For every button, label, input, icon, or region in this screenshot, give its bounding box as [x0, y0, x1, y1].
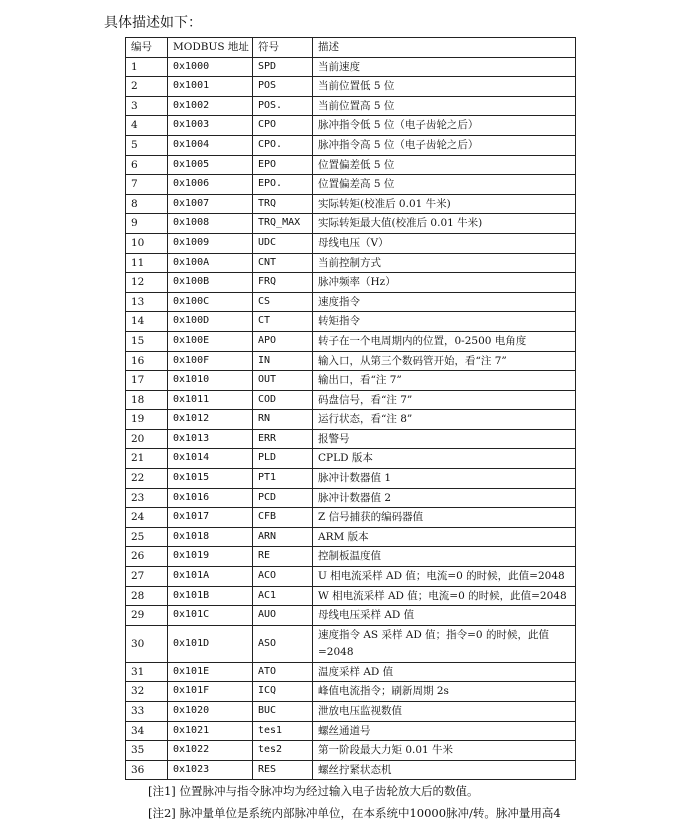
cell-address: 0x1022 — [168, 741, 253, 761]
column-header-description: 描述 — [313, 38, 576, 58]
cell-number: 33 — [126, 702, 168, 722]
cell-description: 转矩指令 — [313, 312, 576, 332]
table-row — [126, 155, 576, 175]
table-row — [126, 410, 576, 430]
table-row — [126, 760, 576, 780]
cell-description: 码盘信号，看“注 7” — [313, 390, 576, 410]
cell-symbol: BUC — [253, 702, 313, 722]
cell-address: 0x100F — [168, 351, 253, 371]
cell-address: 0x101A — [168, 567, 253, 587]
table-row — [126, 606, 576, 626]
cell-address: 0x1020 — [168, 702, 253, 722]
cell-number: 2 — [126, 77, 168, 97]
cell-number: 11 — [126, 253, 168, 273]
table-row — [126, 741, 576, 761]
table-row — [126, 390, 576, 410]
cell-number: 15 — [126, 331, 168, 351]
cell-address: 0x100A — [168, 253, 253, 273]
section-heading: 具体描述如下： — [104, 15, 202, 31]
cell-symbol: tes2 — [253, 741, 313, 761]
table-row — [126, 547, 576, 567]
cell-symbol: CT — [253, 312, 313, 332]
cell-number: 36 — [126, 760, 168, 780]
cell-address: 0x101B — [168, 586, 253, 606]
cell-symbol: PT1 — [253, 469, 313, 489]
table-row — [126, 175, 576, 195]
footnote-1: [注1] 位置脉冲与指令脉冲均为经过输入电子齿轮放大后的数值。 — [148, 784, 479, 798]
cell-number: 4 — [126, 116, 168, 136]
table-row — [126, 214, 576, 234]
cell-symbol: COD — [253, 390, 313, 410]
cell-symbol: ICQ — [253, 682, 313, 702]
cell-number: 27 — [126, 567, 168, 587]
table-header-row — [126, 38, 576, 58]
cell-description: 当前位置高 5 位 — [313, 96, 576, 116]
table-row — [126, 312, 576, 332]
cell-symbol: CS — [253, 292, 313, 312]
cell-description: 位置偏差低 5 位 — [313, 155, 576, 175]
cell-address: 0x100E — [168, 331, 253, 351]
cell-number: 34 — [126, 721, 168, 741]
table-row — [126, 253, 576, 273]
cell-description: 螺丝拧紧状态机 — [313, 760, 576, 780]
cell-address: 0x1007 — [168, 194, 253, 214]
cell-symbol: EPO. — [253, 175, 313, 195]
cell-description: 输出口，看“注 7” — [313, 371, 576, 391]
cell-description: 位置偏差高 5 位 — [313, 175, 576, 195]
table-row — [126, 527, 576, 547]
cell-number: 21 — [126, 449, 168, 469]
cell-symbol: ARN — [253, 527, 313, 547]
table-row — [126, 586, 576, 606]
cell-address: 0x100D — [168, 312, 253, 332]
cell-address: 0x1003 — [168, 116, 253, 136]
cell-address: 0x101C — [168, 606, 253, 626]
table-row — [126, 292, 576, 312]
cell-number: 35 — [126, 741, 168, 761]
cell-number: 23 — [126, 488, 168, 508]
cell-number: 7 — [126, 175, 168, 195]
column-header-number: 编号 — [126, 38, 168, 58]
cell-symbol: POS — [253, 77, 313, 97]
cell-address: 0x1014 — [168, 449, 253, 469]
cell-description: 脉冲指令低 5 位（电子齿轮之后） — [313, 116, 576, 136]
cell-address: 0x1006 — [168, 175, 253, 195]
cell-address: 0x1016 — [168, 488, 253, 508]
cell-address: 0x1017 — [168, 508, 253, 528]
cell-number: 18 — [126, 390, 168, 410]
cell-symbol: RES — [253, 760, 313, 780]
cell-address: 0x1010 — [168, 371, 253, 391]
cell-symbol: TRQ_MAX — [253, 214, 313, 234]
cell-number: 12 — [126, 273, 168, 293]
table-row — [126, 233, 576, 253]
cell-number: 28 — [126, 586, 168, 606]
cell-description: 脉冲指令高 5 位（电子齿轮之后） — [313, 135, 576, 155]
cell-description: 第一阶段最大力矩 0.01 牛米 — [313, 741, 576, 761]
cell-address: 0x1019 — [168, 547, 253, 567]
cell-address: 0x1009 — [168, 233, 253, 253]
cell-description: 脉冲频率（Hz） — [313, 273, 576, 293]
cell-symbol: tes1 — [253, 721, 313, 741]
cell-symbol: PCD — [253, 488, 313, 508]
cell-address: 0x1021 — [168, 721, 253, 741]
cell-symbol: CPO — [253, 116, 313, 136]
cell-number: 32 — [126, 682, 168, 702]
cell-address: 0x1012 — [168, 410, 253, 430]
cell-number: 13 — [126, 292, 168, 312]
cell-symbol: CNT — [253, 253, 313, 273]
cell-number: 14 — [126, 312, 168, 332]
table-row — [126, 488, 576, 508]
cell-description: 当前速度 — [313, 57, 576, 77]
cell-description: 母线电压采样 AD 值 — [313, 606, 576, 626]
column-header-symbol: 符号 — [253, 38, 313, 58]
cell-description: 速度指令 AS 采样 AD 值；指令=0 的时候，此值=2048 — [313, 625, 576, 662]
cell-description: ARM 版本 — [313, 527, 576, 547]
cell-symbol: ASO — [253, 625, 313, 662]
table-row — [126, 469, 576, 489]
cell-number: 19 — [126, 410, 168, 430]
table-row — [126, 682, 576, 702]
cell-description: 脉冲计数器值 1 — [313, 469, 576, 489]
cell-address: 0x1002 — [168, 96, 253, 116]
cell-address: 0x1011 — [168, 390, 253, 410]
cell-number: 3 — [126, 96, 168, 116]
cell-address: 0x100B — [168, 273, 253, 293]
cell-number: 22 — [126, 469, 168, 489]
cell-symbol: UDC — [253, 233, 313, 253]
cell-number: 30 — [126, 625, 168, 662]
table-row — [126, 449, 576, 469]
cell-symbol: RE — [253, 547, 313, 567]
cell-description: 输入口，从第三个数码管开始，看“注 7” — [313, 351, 576, 371]
table-row — [126, 702, 576, 722]
cell-address: 0x1005 — [168, 155, 253, 175]
cell-description: 转子在一个电周期内的位置，0-2500 电角度 — [313, 331, 576, 351]
cell-description: 峰值电流指令；刷新周期 2s — [313, 682, 576, 702]
cell-symbol: TRQ — [253, 194, 313, 214]
cell-description: 泄放电压监视数值 — [313, 702, 576, 722]
cell-description: 实际转矩最大值(校准后 0.01 牛米) — [313, 214, 576, 234]
cell-description: Z 信号捕获的编码器值 — [313, 508, 576, 528]
cell-description: U 相电流采样 AD 值；电流=0 的时候，此值=2048 — [313, 567, 576, 587]
cell-description: 运行状态，看“注 8” — [313, 410, 576, 430]
cell-address: 0x1004 — [168, 135, 253, 155]
table-row — [126, 273, 576, 293]
cell-symbol: SPD — [253, 57, 313, 77]
cell-address: 0x1008 — [168, 214, 253, 234]
cell-address: 0x1013 — [168, 429, 253, 449]
cell-address: 0x1023 — [168, 760, 253, 780]
cell-symbol: AC1 — [253, 586, 313, 606]
cell-address: 0x1001 — [168, 77, 253, 97]
cell-description: 螺丝通道号 — [313, 721, 576, 741]
table-row — [126, 57, 576, 77]
cell-symbol: APO — [253, 331, 313, 351]
cell-description: 速度指令 — [313, 292, 576, 312]
cell-description: 实际转矩(校准后 0.01 牛米) — [313, 194, 576, 214]
table-row — [126, 625, 576, 662]
cell-description: 报警号 — [313, 429, 576, 449]
cell-number: 26 — [126, 547, 168, 567]
footnotes — [148, 780, 561, 824]
cell-symbol: PLD — [253, 449, 313, 469]
cell-address: 0x1018 — [168, 527, 253, 547]
cell-symbol: ATO — [253, 662, 313, 682]
cell-symbol: AUO — [253, 606, 313, 626]
cell-number: 1 — [126, 57, 168, 77]
cell-description: CPLD 版本 — [313, 449, 576, 469]
cell-description: 控制板温度值 — [313, 547, 576, 567]
modbus-register-table — [125, 37, 576, 780]
table-row — [126, 135, 576, 155]
cell-address: 0x101F — [168, 682, 253, 702]
cell-address: 0x101D — [168, 625, 253, 662]
cell-description: 母线电压（V） — [313, 233, 576, 253]
cell-symbol: ACO — [253, 567, 313, 587]
table-row — [126, 371, 576, 391]
cell-number: 6 — [126, 155, 168, 175]
cell-number: 8 — [126, 194, 168, 214]
cell-number: 10 — [126, 233, 168, 253]
cell-symbol: IN — [253, 351, 313, 371]
cell-symbol: POS. — [253, 96, 313, 116]
cell-address: 0x101E — [168, 662, 253, 682]
cell-number: 9 — [126, 214, 168, 234]
table-row — [126, 508, 576, 528]
table-row — [126, 116, 576, 136]
table-row — [126, 721, 576, 741]
cell-description: 温度采样 AD 值 — [313, 662, 576, 682]
cell-description: 脉冲计数器值 2 — [313, 488, 576, 508]
cell-number: 31 — [126, 662, 168, 682]
cell-address: 0x100C — [168, 292, 253, 312]
cell-number: 29 — [126, 606, 168, 626]
cell-number: 16 — [126, 351, 168, 371]
cell-symbol: CFB — [253, 508, 313, 528]
cell-number: 20 — [126, 429, 168, 449]
table-row — [126, 194, 576, 214]
cell-symbol: EPO — [253, 155, 313, 175]
column-header-address: MODBUS 地址 — [168, 38, 253, 58]
cell-number: 17 — [126, 371, 168, 391]
cell-description: 当前位置低 5 位 — [313, 77, 576, 97]
table-row — [126, 331, 576, 351]
table-row — [126, 567, 576, 587]
cell-number: 5 — [126, 135, 168, 155]
table-row — [126, 662, 576, 682]
cell-address: 0x1000 — [168, 57, 253, 77]
cell-symbol: FRQ — [253, 273, 313, 293]
cell-number: 24 — [126, 508, 168, 528]
cell-description: W 相电流采样 AD 值；电流=0 的时候，此值=2048 — [313, 586, 576, 606]
table-row — [126, 429, 576, 449]
cell-number: 25 — [126, 527, 168, 547]
cell-address: 0x1015 — [168, 469, 253, 489]
cell-symbol: OUT — [253, 371, 313, 391]
table-row — [126, 77, 576, 97]
cell-symbol: CPO. — [253, 135, 313, 155]
cell-description: 当前控制方式 — [313, 253, 576, 273]
footnote-2: [注2] 脉冲量单位是系统内部脉冲单位，在本系统中10000脉冲/转。脉冲量用高4 — [148, 806, 561, 820]
table-body — [126, 57, 576, 780]
table-row — [126, 351, 576, 371]
table-row — [126, 96, 576, 116]
cell-symbol: RN — [253, 410, 313, 430]
cell-symbol: ERR — [253, 429, 313, 449]
